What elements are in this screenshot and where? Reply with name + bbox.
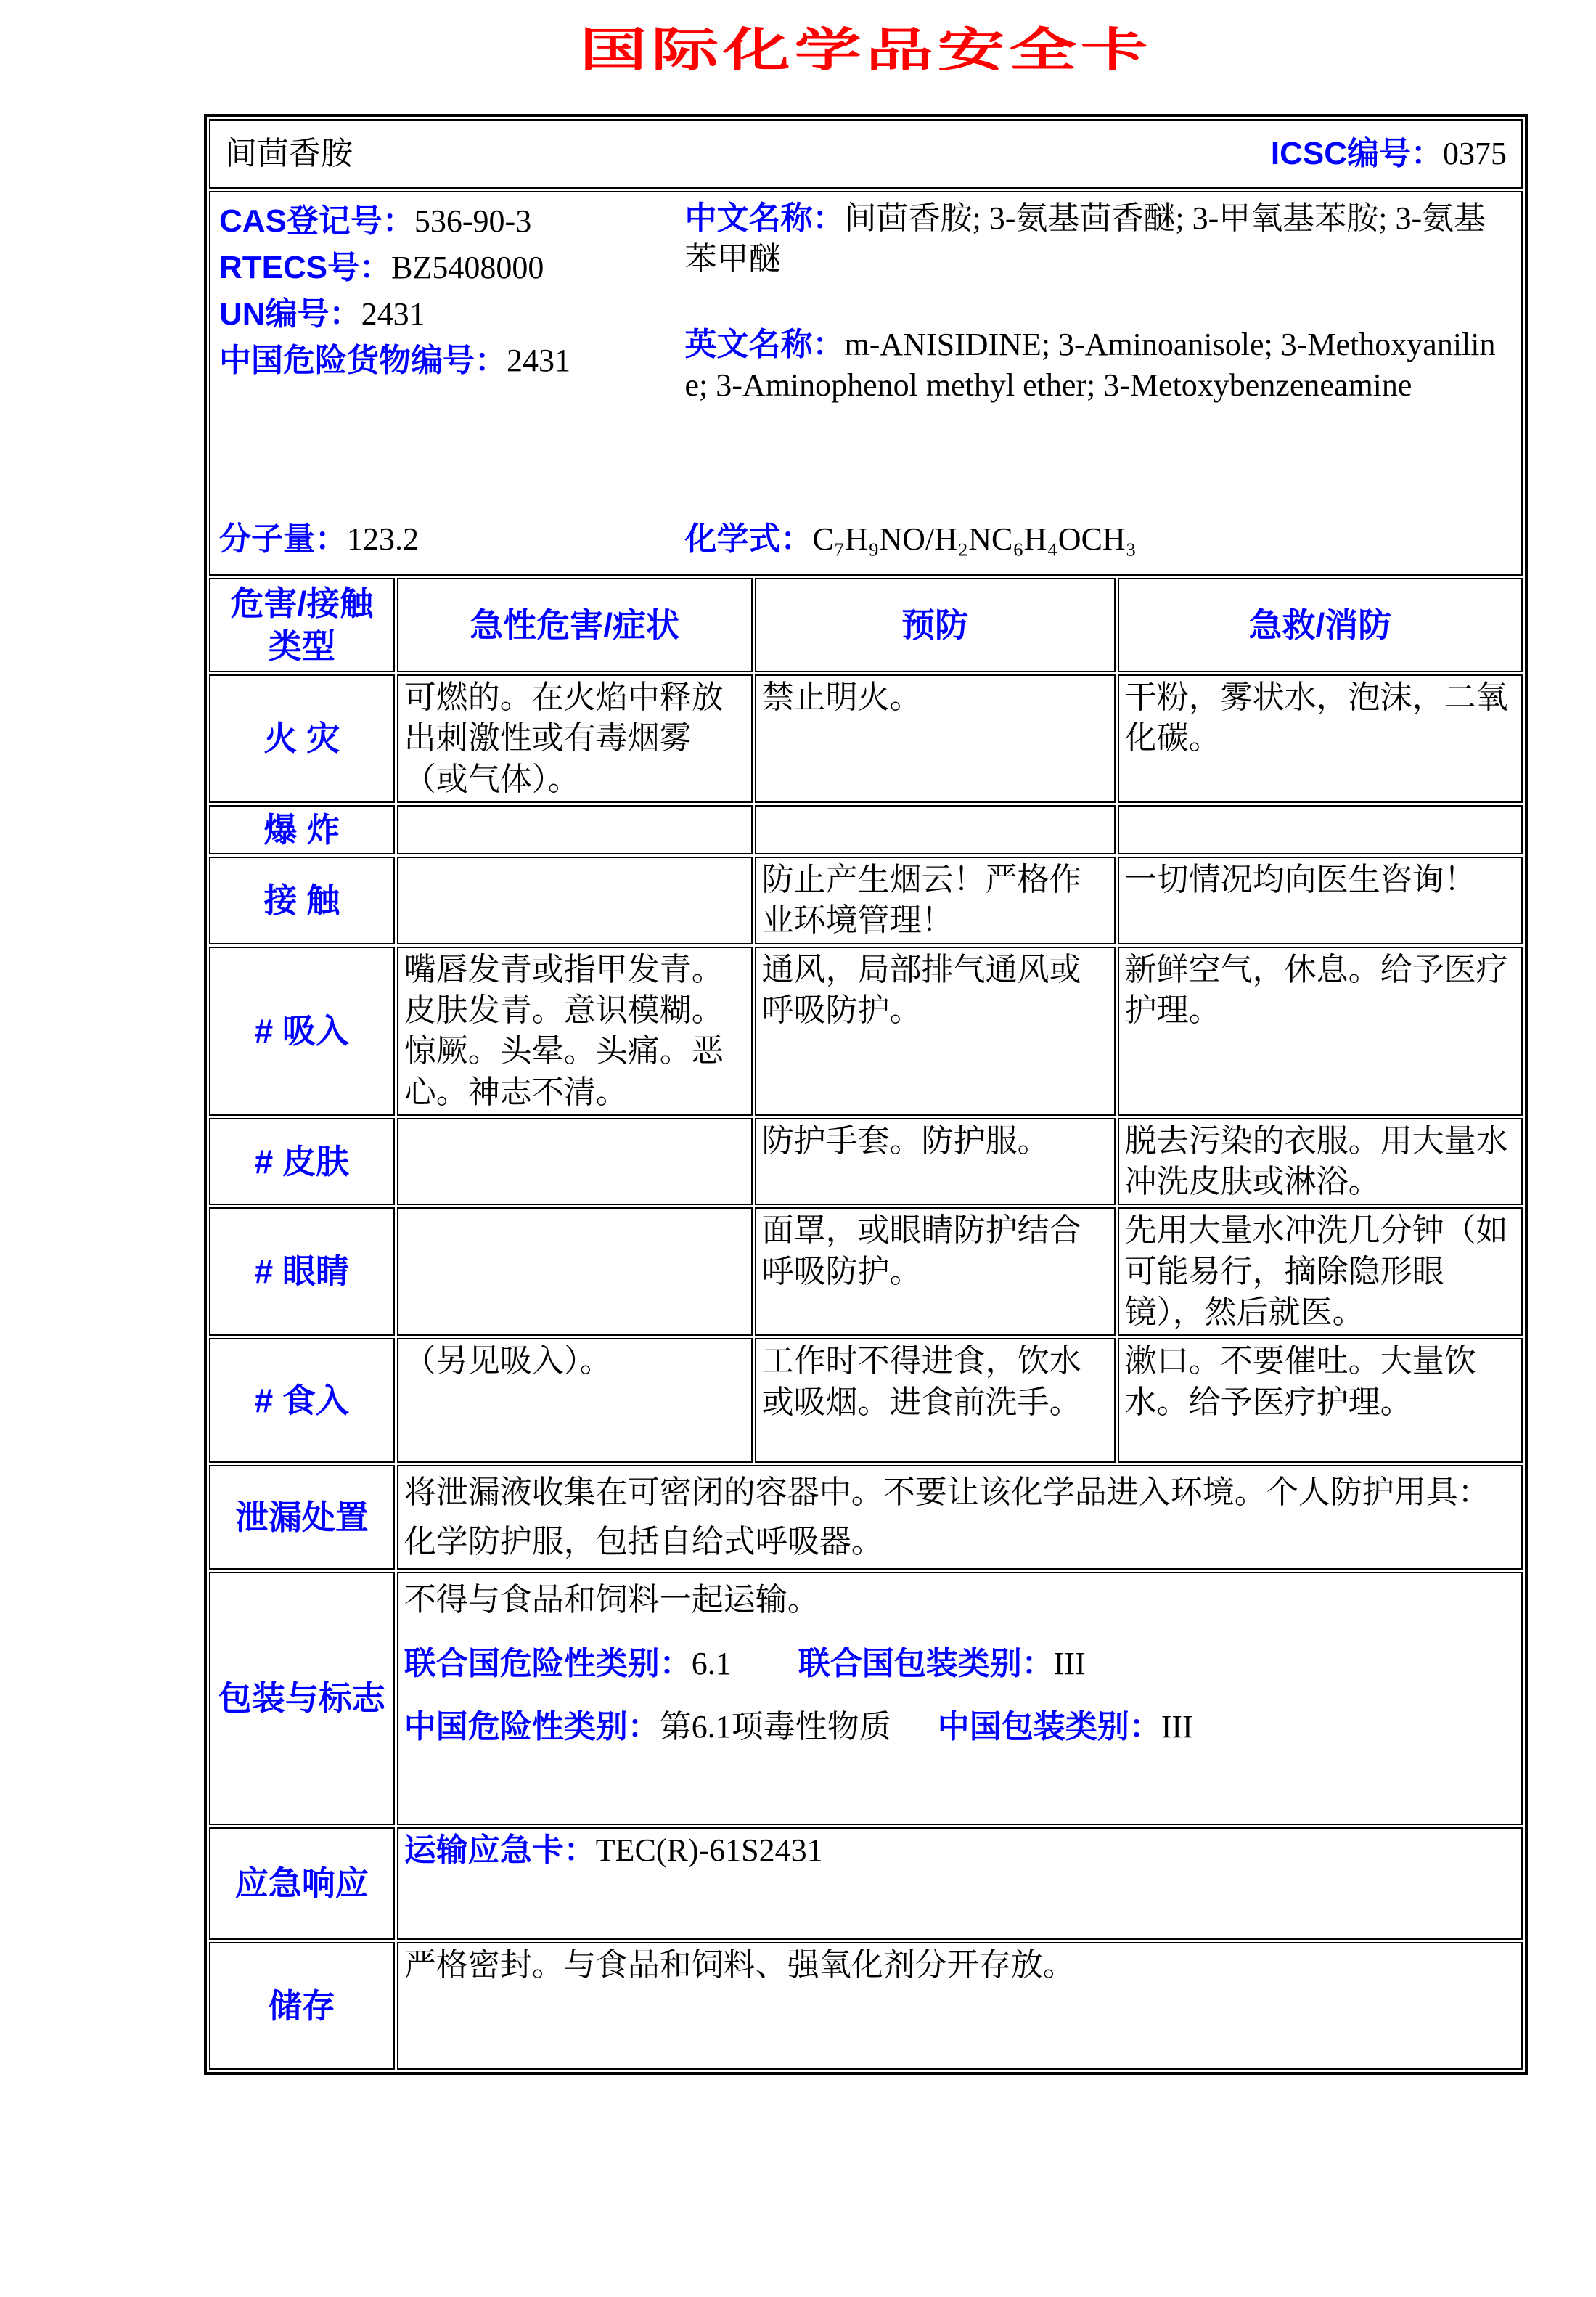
row-exposure [209,857,1523,944]
ingestion-aid: 漱口。不要催吐。大量饮水。给予医疗护理。 [1118,1338,1523,1463]
storage-text: 严格密封。与食品和饲料、强氧化剂分开存放。 [404,1947,1075,1983]
row-inhalation [209,947,1523,1116]
substance-cell [209,119,1523,189]
un-number [219,291,685,338]
cas-label: CAS登记号： [219,203,414,239]
packaging-label: 包装与标志 [209,1572,395,1825]
row-explosion [209,805,1523,854]
rtecs-number [219,245,685,291]
transport-emergency-card-value: TEC(R)-61S2431 [595,1832,823,1869]
chinese-name-label: 中文名称： [684,200,845,236]
row-skin [209,1118,1523,1206]
ingestion-prevention: 工作时不得进食，饮水或吸烟。进食前洗手。 [755,1338,1116,1463]
packaging-cell [397,1572,1523,1825]
icsc-number-value: 0375 [1443,135,1507,171]
chinese-name [685,198,1508,280]
explosion-aid [1118,805,1523,854]
exposure-label: 接 触 [209,857,395,944]
row-ingestion [209,1338,1523,1463]
cas-number [219,198,685,245]
packaging-un-classes [404,1643,1515,1684]
transport-emergency-card-label: 运输应急卡： [404,1832,596,1869]
cn-hazard-class-value: 第6.1项毒性物质 [659,1708,891,1745]
exposure-prevention: 防止产生烟云！严格作业环境管理！ [755,857,1116,944]
skin-symptom [397,1118,753,1206]
substance-name: 间茴香胺 [225,135,353,171]
un-hazard-class-label: 联合国危险性类别： [404,1645,692,1681]
un-hazard-class-value: 6.1 [691,1645,732,1681]
eyes-symptom [397,1207,753,1336]
row-packaging [209,1572,1523,1825]
chemical-formula-value: C₇H₉NO/H₂NC₆H₄OCH₃ [812,521,1137,557]
inhalation-aid: 新鲜空气，休息。给予医疗护理。 [1118,947,1523,1116]
spill-text: 将泄漏液收集在可密闭的容器中。不要让该化学品进入环境。个人防护用具：化学防护服，包括自给式呼吸器。 [404,1474,1490,1560]
row-spill [209,1465,1523,1570]
english-name-label: 英文名称： [684,327,845,362]
fire-symptom: 可燃的。在火焰中释放出刺激性或有毒烟雾（或气体）。 [397,674,753,803]
molecular-weight-value: 123.2 [347,521,419,557]
header-hazard-type: 危害/接触类型 [209,578,395,672]
row-emergency [209,1827,1523,1940]
skin-prevention: 防护手套。防护服。 [755,1118,1116,1206]
row-storage [209,1942,1523,2070]
spill-text-cell [397,1465,1523,1570]
spill-label: 泄漏处置 [209,1465,395,1570]
header-first-aid: 急救/消防 [1118,578,1523,672]
emergency-cell [397,1827,1523,1940]
chemical-formula [685,519,1513,560]
molecular-weight [219,519,685,560]
molecular-weight-label: 分子量： [219,521,347,557]
row-grid-header [209,578,1523,672]
chinese-name-value: 间茴香胺; 3-氨基茴香醚; 3-甲氧基苯胺; 3-氨基苯甲醚 [684,200,1486,277]
row-eyes [209,1207,1523,1336]
cn-hazard-class-label: 中国危险性类别： [404,1708,660,1745]
fire-label: 火 灾 [209,674,395,803]
fire-aid: 干粉，雾状水，泡沫，二氧化碳。 [1118,674,1523,803]
identifiers-cell [209,191,1523,576]
packaging-transport-note: 不得与食品和饲料一起运输。 [404,1582,819,1618]
exposure-aid: 一切情况均向医生咨询！ [1118,857,1523,944]
inhalation-label: # 吸入 [209,947,395,1116]
row-substance [209,119,1523,189]
storage-label: 储存 [209,1942,395,2070]
english-name [685,325,1508,406]
explosion-symptom [397,805,753,854]
row-fire [209,674,1523,803]
un-label: UN编号： [219,296,361,332]
emergency-label: 应急响应 [209,1827,395,1940]
skin-label: # 皮肤 [209,1118,395,1206]
icsc-number [1271,134,1507,174]
explosion-prevention [755,805,1116,854]
china-dg-label: 中国危险货物编号： [219,343,507,378]
fire-prevention: 禁止明火。 [755,674,1116,803]
storage-cell [397,1942,1523,2070]
un-pack-group-label: 联合国包装类别： [798,1645,1054,1681]
page-title: 国际化学品安全卡 [579,25,1153,76]
exposure-symptom [397,857,753,944]
ingestion-symptom: （另见吸入）。 [397,1338,753,1463]
un-pack-group-value: III [1053,1645,1086,1681]
packaging-cn-classes [404,1706,1515,1747]
cn-pack-group-value: III [1161,1708,1193,1745]
cas-value: 536-90-3 [414,203,532,239]
icsc-number-label: ICSC编号： [1270,135,1443,171]
header-prevention: 预防 [755,578,1116,672]
eyes-aid: 先用大量水冲洗几分钟（如可能易行，摘除隐形眼镜），然后就医。 [1118,1207,1523,1336]
skin-aid: 脱去污染的衣服。用大量水冲洗皮肤或淋浴。 [1118,1118,1523,1206]
explosion-label: 爆 炸 [209,805,395,854]
english-name-value: m-ANISIDINE; 3-Aminoanisole; 3-Methoxyaniline; 3-Aminophenol methyl ether; 3-Metoxybenzeneamine [684,327,1496,403]
eyes-prevention: 面罩，或眼睛防护结合呼吸防护。 [755,1207,1116,1336]
china-dg-number [219,338,685,384]
un-value: 2431 [361,296,425,332]
ingestion-label: # 食入 [209,1338,395,1463]
inhalation-prevention: 通风，局部排气通风或呼吸防护。 [755,947,1116,1116]
cn-pack-group-label: 中国包装类别： [937,1708,1161,1745]
rtecs-value: BZ5408000 [391,250,544,285]
china-dg-value: 2431 [507,343,570,378]
chemical-formula-label: 化学式： [684,521,813,557]
row-identifiers [209,191,1523,576]
eyes-label: # 眼睛 [209,1207,395,1336]
registry-numbers [219,198,685,406]
inhalation-symptom: 嘴唇发青或指甲发青。皮肤发青。意识模糊。惊厥。头晕。头痛。恶心。神志不清。 [397,947,753,1116]
safety-card-table [204,114,1528,2075]
rtecs-label: RTECS号： [219,250,392,285]
chemical-names [685,198,1513,406]
header-acute-symptoms: 急性危害/症状 [397,578,753,672]
